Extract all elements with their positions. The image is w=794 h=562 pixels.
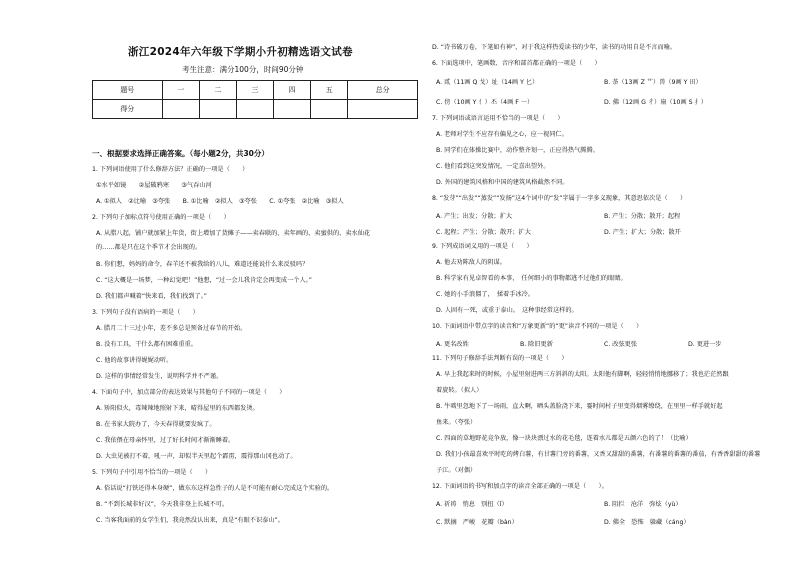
question-line: D. 大虫见被打不着，吼一声，却似半天里起个霹雳，震得那山冈也动了。 bbox=[96, 453, 297, 460]
option: D. 佛（12画 G 彳）扇（10画 S 扌） bbox=[604, 99, 707, 106]
option: B. 产生；分散；散开；起程 bbox=[604, 213, 681, 220]
question-line: 2. 下列句子加标点符号使用正确的一项是（ ） bbox=[92, 214, 230, 221]
option: D. 佛全 恐怖 躲藏（cáng） bbox=[604, 519, 690, 526]
question-line: 7. 下列词语或语言运用不恰当的一项是（ ） bbox=[432, 115, 564, 122]
question-line: C. 四面的草地野花竞争放，像一块块漂过水的花毛毯，连着水儿都是五颜六色的了！（比喻） bbox=[436, 435, 692, 442]
score-input-cell[interactable] bbox=[311, 100, 348, 119]
question-line: A. 矫阳似火，毒辣辣地照射下来，晴得屋里的东西都发烫。 bbox=[96, 405, 259, 412]
question-line: C. “这大概是一场梦，一种幻觉吧！”他想，“过一会儿我肯定会再变成一个人。” bbox=[96, 277, 312, 284]
question-line: 11. 下列句子修辞手法判断有误的一项是（ ） bbox=[432, 355, 568, 362]
question-line: A. 老师对学生不应存有偏见之心，应一视同仁。 bbox=[436, 131, 568, 138]
option: A. 产生；出发；分散；扩大 bbox=[436, 213, 513, 220]
score-input-cell[interactable] bbox=[236, 100, 273, 119]
section-heading: 一、根据要求选择正确答案。（每小题2分，共30分） bbox=[92, 149, 269, 158]
score-cell: 二 bbox=[199, 81, 236, 100]
score-cell: 一 bbox=[162, 81, 199, 100]
question-line: 4. 下面句子中，加点部分的表达效果与其他句子不同的一项是（ ） bbox=[92, 389, 286, 396]
score-input-cell[interactable] bbox=[162, 100, 199, 119]
option: C. 默摘 严峻 花瓣（bàn） bbox=[436, 519, 518, 526]
question-line: C. 他们看到这突发情况，一定喜出望外。 bbox=[436, 163, 550, 170]
score-cell: 四 bbox=[274, 81, 311, 100]
question-line: D. “诗书破万卷，下笔如有神”，对于我这样热爱读书的少年，读书的功用自是不言而喻。 bbox=[432, 44, 677, 51]
option: B. 阻拦 沧洋 弥炫（yù） bbox=[604, 501, 682, 508]
score-table bbox=[92, 80, 418, 119]
question-line: D. 我们都声喊着“快来看，我们找到了。” bbox=[96, 293, 208, 300]
option: A. 贰（11画 Q 戈）址（14画 Y 匕） bbox=[436, 79, 539, 86]
score-cell: 五 bbox=[311, 81, 348, 100]
question-line: D. 人固有一死，或重于泰山。 这种事经常这样的。 bbox=[436, 307, 578, 314]
exam-note: 考生注意：满分100分，时间90分钟 bbox=[182, 65, 304, 74]
score-table-header-row bbox=[93, 81, 418, 100]
question-line: 5. 下列句子中引用不恰当的一项是（ ） bbox=[92, 469, 212, 476]
question-line: 1. 下列词语使用了什么修辞方法？正确的一项是（ ） bbox=[92, 166, 249, 173]
question-line: 9. 下列成语词义用的一项是（ ） bbox=[432, 243, 533, 250]
question-line: B. 牛啮里忽地下了一场雨，直大啊，晒头盖脸浇下来，霎时间村子里变得烟雾缭绕，在里里一样手就好起 bbox=[436, 403, 723, 410]
question-line: 鱼来。（夸张） bbox=[436, 419, 477, 426]
score-table-score-row bbox=[93, 100, 418, 119]
option: B. 荼（13画 Z 艹）兽（9画 Y 田） bbox=[604, 79, 702, 86]
option: A. 更名改姓 bbox=[436, 341, 469, 348]
option: C. 改弦更张 bbox=[604, 341, 638, 348]
score-input-cell[interactable] bbox=[274, 100, 311, 119]
question-line: ①水平如镜 ②屋破鸦寒 ③气吞山河 bbox=[96, 182, 212, 189]
question-line: 子江。（对偶） bbox=[436, 467, 477, 474]
option: A. 祈祷 悄息 别扭（ǐ） bbox=[436, 501, 508, 508]
question-line: A. 他去劝陈敌人的阴谋。 bbox=[436, 259, 506, 266]
question-line: B. 没有工具，干什么都有困难重重。 bbox=[96, 341, 197, 348]
question-line: A. 从腊八起，铺户就加紧上年货，街上增加了货摊子——卖春联的、卖年画的、卖蜜供的、卖水仙花 bbox=[96, 230, 371, 237]
question-line: C. 当客我面前的女学生们，我竟然没认出来，真是“有眼不识泰山”。 bbox=[96, 517, 284, 524]
question-line: 着旋转。（拟人） bbox=[436, 387, 483, 394]
question-line: C. 他的故事讲得娓娓动听。 bbox=[96, 357, 173, 364]
question-line: D. 外国的建筑风格和中国的建筑风格截然不同。 bbox=[436, 179, 569, 186]
option: C. 傍（10画 Y 亻）丕（4画 F 一） bbox=[436, 99, 534, 106]
question-line: C. 我依偎在母亲怀里，过了好长时间才渐渐睡着。 bbox=[96, 437, 235, 444]
option: C. 起程；产生；分散；散开；扩大 bbox=[436, 229, 531, 236]
score-input-cell[interactable] bbox=[348, 100, 418, 119]
question-line: B. “不到长城非好汉”，今天我非登上长城不可。 bbox=[96, 501, 229, 508]
question-line: D. 我们小孩最喜欢平时吃的烤白薯，有甘薯门旁的番薯，又香又甜甜的番薯，有番薯的番薯的番茄，有香香甜甜的番薯 bbox=[436, 451, 761, 458]
question-line: B. 在书家大院办了，今天春得就要发疯了。 bbox=[96, 421, 216, 428]
question-line: 的……都是只在这个季节才会出现的。 bbox=[96, 244, 202, 251]
score-cell: 题号 bbox=[93, 81, 163, 100]
question-line: D. 这样的事情经常发生，说明科学并不严谨。 bbox=[96, 373, 223, 380]
question-line: 6. 下面选项中，笔画数、音序和部首都正确的一项是（ ） bbox=[432, 60, 601, 67]
option: D. 产生；扩大；分散；散开 bbox=[604, 229, 681, 236]
question-line: 3. 下列句子没有语病的一项是（ ） bbox=[92, 309, 199, 316]
question-line: 12. 下面词语的书写和加点字的读音全部正确的一项是（ ）。 bbox=[432, 483, 608, 490]
question-line: 10. 下面词语中带点字的读音和“万象更新”的“更”读音不同的一项是（ ） bbox=[432, 323, 643, 330]
question-line: B. 同学们在体操比赛中，动作整齐划一，正应得热气腾腾。 bbox=[436, 147, 599, 154]
score-cell: 总分 bbox=[348, 81, 418, 100]
score-cell: 得分 bbox=[93, 100, 163, 119]
question-line: A. 腊月二十三过小年，差不多总是预备过春节的开始。 bbox=[96, 325, 247, 332]
question-line: B. 你们想，妈妈的命令，春羊还不被我给的八儿，难道还能说什么来反驳吗？ bbox=[96, 261, 309, 268]
question-line: C. 她的小手浪僵了， 揉着手冰冷。 bbox=[436, 291, 534, 298]
question-line: B. 科学家有见卓智看的本事， 任何细小的事物都逃不过他们的眼睛。 bbox=[436, 275, 627, 282]
option: B. 除旧更新 bbox=[520, 341, 553, 348]
option: D. 更进一步 bbox=[688, 341, 722, 348]
score-cell: 三 bbox=[236, 81, 273, 100]
score-input-cell[interactable] bbox=[199, 100, 236, 119]
question-line: A. ①拟人 ②比喻 ③夸张 B. ①比喻 ②拟人 ③夸张 C. ①夸张 ②比喻 ③拟人 bbox=[96, 198, 344, 205]
question-line: A. 俗话说“打铁还得本身硬”，做东东这样急性子的人是不可能有耐心完成这个实验的。 bbox=[96, 485, 334, 492]
exam-title: 浙江2024年六年级下学期小升初精选语文试卷 bbox=[128, 46, 353, 58]
question-line: A. 早上我起来时的时候，小屋里射进两三方斜斜的太阳。太阳他有脚啊，轻轻悄悄地挪移了；我也茫茫然跟 bbox=[436, 371, 729, 378]
question-line: 8. “发芽”“出发”“蒸发”“发扬”这4个词中的“发”字属于一字多义现象，其意思依次是（ ） bbox=[432, 195, 687, 202]
